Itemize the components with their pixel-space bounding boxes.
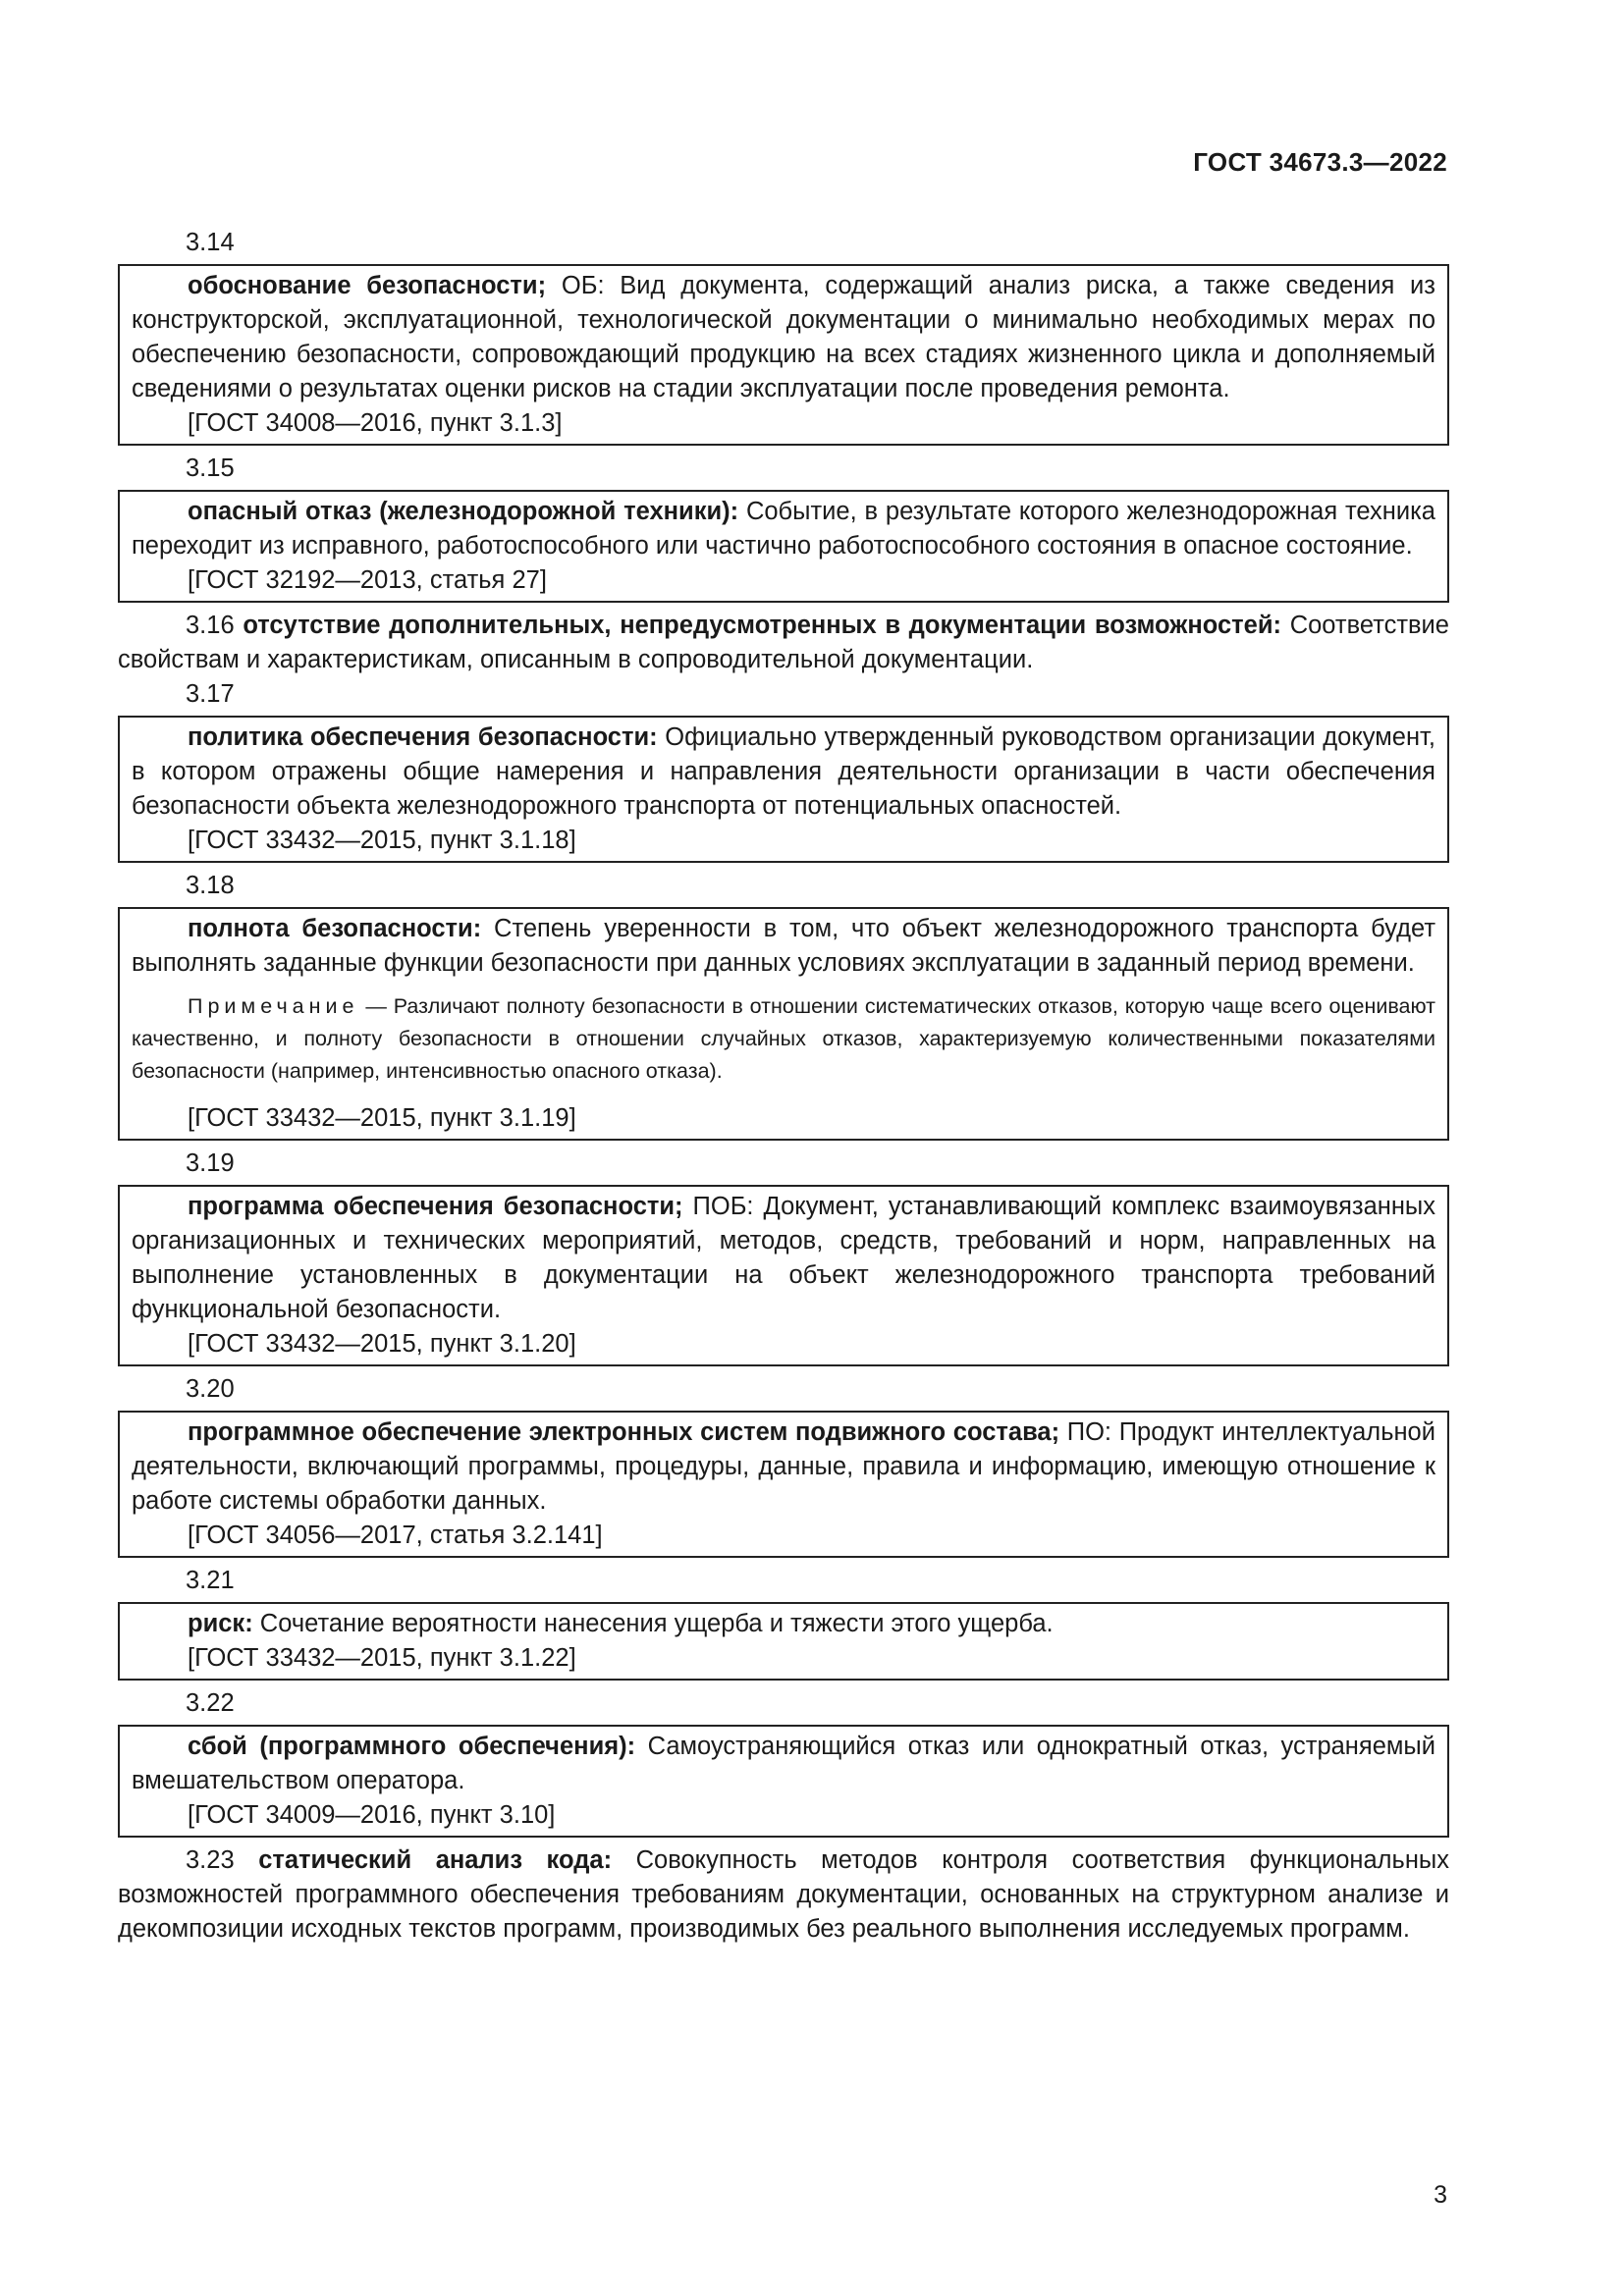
note-text: — Различают полноту безопасности в отношении систематических отказов, которую чаще всего оценивают качественно, и полноту безопасности в отношении случайных отказов, характеризуемую количественными показателями безопасности (например, интенсивностью опасного отказа). <box>132 994 1435 1083</box>
term-box <box>118 1185 1449 1366</box>
term-note <box>132 990 1435 1088</box>
term-name: программное обеспечение электронных систем подвижного состава; <box>188 1418 1060 1446</box>
definition-text: Официально утвержденный руководством организации документ, в котором отражены общие намерения и направления деятельности организации в части обеспечения безопасности объекта железнодорожного транспорта от потенциальных опасностей. <box>132 723 1435 820</box>
term-name: сбой (программного обеспечения): <box>188 1733 636 1760</box>
term-box <box>118 1725 1449 1838</box>
term-name: программа обеспечения безопасности; <box>188 1193 683 1220</box>
term-source: [ГОСТ 32192—2013, статья 27] <box>188 566 547 594</box>
entry-number: 3.18 <box>186 872 235 899</box>
term-source: [ГОСТ 33432—2015, пункт 3.1.18] <box>188 827 576 854</box>
term-box <box>118 1411 1449 1558</box>
term-definition <box>132 495 1435 563</box>
definition-text: Совокупность методов контроля соответствия функциональных возможностей программного обеспечения требованиям документации, основанных на структурном анализе и декомпозиции исходных текстов программ, производимых без реального выполнения исследуемых программ. <box>118 1846 1449 1943</box>
entry-number: 3.16 <box>186 612 235 639</box>
definition-text: ПО: Продукт интеллектуальной деятельности, включающий программы, процедуры, данные, правила и информацию, имеющую отношение к работе системы обработки данных. <box>132 1418 1435 1515</box>
term-definition <box>132 1607 1435 1641</box>
definition-text: Степень уверенности в том, что объект железнодорожного транспорта будет выполнять заданные функции безопасности при данных условиях эксплуатации в заданный период времени. <box>132 915 1436 977</box>
term-paragraph <box>118 609 1449 677</box>
term-source: [ГОСТ 34008—2016, пункт 3.1.3] <box>188 409 563 437</box>
term-source: [ГОСТ 33432—2015, пункт 3.1.19] <box>188 1104 576 1132</box>
term-paragraph <box>118 1843 1449 1947</box>
term-box <box>118 490 1449 603</box>
term-name: полнота безопасности: <box>188 915 482 942</box>
term-definition <box>132 721 1435 824</box>
term-definition <box>132 1190 1435 1327</box>
terms-section <box>118 226 1449 1947</box>
definition-text: ПОБ: Документ, устанавливающий комплекс взаимоувязанных организационных и технических мероприятий, методов, средств, требований и норм, направленных на выполнение установленных в документации на объект железнодорожного транспорта требований функциональной безопасности. <box>132 1193 1435 1323</box>
term-source: [ГОСТ 34056—2017, статья 3.2.141] <box>188 1522 603 1549</box>
document-code: ГОСТ 34673.3—2022 <box>1193 147 1447 177</box>
term-name: статический анализ кода: <box>258 1846 613 1874</box>
definition-text: Самоустраняющийся отказ или однократный отказ, устраняемый вмешательством оператора. <box>132 1733 1435 1794</box>
term-source: [ГОСТ 34009—2016, пункт 3.10] <box>188 1801 556 1829</box>
term-source: [ГОСТ 33432—2015, пункт 3.1.20] <box>188 1330 576 1358</box>
term-box <box>118 716 1449 863</box>
term-name: обоснование безопасности; <box>188 272 547 299</box>
term-name: политика обеспечения безопасности: <box>188 723 658 751</box>
term-box <box>118 907 1449 1141</box>
term-name: отсутствие дополнительных, непредусмотренных в документации возможностей: <box>243 612 1282 639</box>
term-box <box>118 264 1449 446</box>
term-box <box>118 1602 1449 1681</box>
page-number: 3 <box>1434 2181 1447 2209</box>
term-definition <box>132 912 1435 981</box>
term-definition <box>132 1730 1435 1798</box>
term-definition <box>132 269 1435 406</box>
note-label: Примечание <box>188 994 359 1018</box>
definition-text: Событие, в результате которого железнодорожная техника переходит из исправного, работоспособного или частично работоспособного состояния в опасное состояние. <box>132 498 1435 560</box>
entry-number: 3.23 <box>186 1846 235 1874</box>
entry-number: 3.15 <box>186 454 235 482</box>
entry-number: 3.22 <box>186 1689 235 1717</box>
term-definition <box>132 1415 1435 1519</box>
entry-number: 3.21 <box>186 1567 235 1594</box>
definition-text: Сочетание вероятности нанесения ущерба и тяжести этого ущерба. <box>252 1610 1054 1637</box>
entry-number: 3.14 <box>186 229 235 256</box>
term-source: [ГОСТ 33432—2015, пункт 3.1.22] <box>188 1644 576 1672</box>
entry-number: 3.17 <box>186 680 235 708</box>
entry-number: 3.19 <box>186 1149 235 1177</box>
term-name: риск: <box>188 1610 253 1637</box>
term-name: опасный отказ (железнодорожной техники): <box>188 498 739 525</box>
definition-text: Соответствие свойствам и характеристикам, описанным в сопроводительной документации. <box>118 612 1449 673</box>
definition-text: ОБ: Вид документа, содержащий анализ риска, а также сведения из конструкторской, эксплуатационной, технологической документации о минимально необходимых мерах по обеспечению безопасности, сопровождающий продукцию на всех стадиях жизненного цикла и дополняемый сведениями о результатах оценки рисков на стадии эксплуатации после проведения ремонта. <box>132 272 1435 402</box>
entry-number: 3.20 <box>186 1375 235 1403</box>
